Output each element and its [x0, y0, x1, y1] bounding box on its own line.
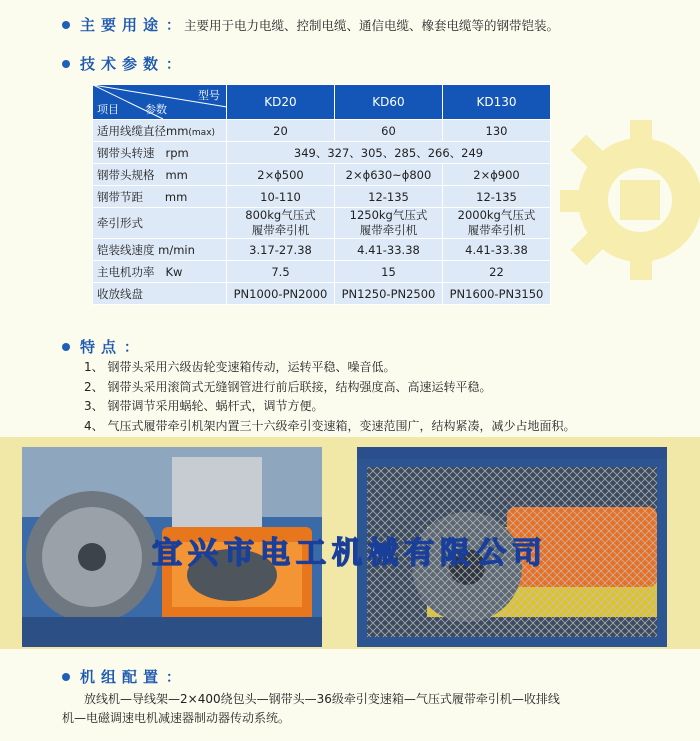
table-corner-cell	[93, 85, 227, 120]
cell-line: 履带牵引机	[251, 223, 310, 237]
row-label: 钢带头规格 mm	[93, 164, 227, 186]
tech-section-heading	[62, 53, 184, 74]
row-label: 钢带节距 mm	[93, 186, 227, 208]
row-label: 钢带头转速 rpm	[93, 142, 227, 164]
table-row	[93, 208, 551, 239]
table-cell: 2×ϕ630~ϕ800	[335, 164, 443, 186]
table-cell	[335, 208, 443, 239]
row-label: 铠装线速度 m/min	[93, 239, 227, 261]
config-section-heading	[62, 666, 184, 687]
tech-colon: ：	[166, 56, 181, 73]
table-row	[93, 142, 551, 164]
config-title: 机组配置	[80, 668, 165, 686]
table-cell	[227, 208, 335, 239]
feature-item: 1、 钢带头采用六级齿轮变速箱传动，运转平稳、噪音低。	[84, 360, 396, 374]
table-cell: 15	[335, 261, 443, 283]
gear-logo-watermark	[540, 110, 700, 290]
usage-title: 主要用途	[80, 16, 165, 34]
tech-title: 技术参数	[80, 55, 165, 73]
cell-line: 2000kg气压式	[457, 208, 536, 222]
row-label-suffix: (max)	[188, 127, 216, 138]
table-row	[93, 283, 551, 305]
features-colon: ：	[124, 339, 139, 356]
cell-line: 履带牵引机	[467, 223, 526, 237]
row-label: 主电机功率 Kw	[93, 261, 227, 283]
table-cell: 2×ϕ500	[227, 164, 335, 186]
feature-item: 3、 钢带调节采用蜗轮、蜗杆式，调节方便。	[84, 399, 324, 413]
bullet-icon	[62, 343, 70, 351]
config-colon: ：	[166, 669, 181, 686]
table-cell: PN1600-PN3150	[443, 283, 551, 305]
config-text	[62, 690, 662, 728]
bullet-icon	[62, 60, 70, 68]
table-cell	[443, 208, 551, 239]
table-cell: 4.41-33.38	[443, 239, 551, 261]
table-cell: 130	[443, 120, 551, 142]
table-cell: 2×ϕ900	[443, 164, 551, 186]
usage-text: 主要用于电力电缆、控制电缆、通信电缆、橡套电缆等的钢带铠装。	[184, 17, 560, 33]
table-cell: 60	[335, 120, 443, 142]
row-label: 收放线盘	[93, 283, 227, 305]
table-header-row	[93, 85, 551, 120]
table-cell: 3.17-27.38	[227, 239, 335, 261]
features-title: 特点	[80, 338, 123, 356]
table-cell: 22	[443, 261, 551, 283]
cell-line: 1250kg气压式	[349, 208, 428, 222]
features-list	[84, 358, 575, 436]
row-label: 牵引形式	[93, 208, 227, 239]
table-cell: PN1000-PN2000	[227, 283, 335, 305]
table-row	[93, 186, 551, 208]
spec-table	[92, 84, 551, 305]
config-line: 机—电磁调速电机减速器制动器传动系统。	[62, 711, 291, 725]
table-cell: 7.5	[227, 261, 335, 283]
features-section-heading	[62, 336, 142, 357]
table-cell: 12-135	[443, 186, 551, 208]
cell-line: 800kg气压式	[245, 208, 316, 222]
bullet-icon	[62, 21, 70, 29]
table-row	[93, 120, 551, 142]
corner-label-model: 型号	[198, 89, 220, 102]
table-cell: PN1250-PN2500	[335, 283, 443, 305]
model-header: KD20	[227, 85, 335, 120]
table-cell: 4.41-33.38	[335, 239, 443, 261]
table-row	[93, 261, 551, 283]
corner-label-item: 项目	[97, 103, 119, 116]
row-label	[93, 120, 227, 142]
table-cell-merged: 349、327、305、285、266、249	[227, 142, 551, 164]
feature-item: 4、 气压式履带牵引机架内置三十六级牵引变速箱，变速范围广，结构紧凑，减少占地面积。	[84, 418, 576, 433]
corner-label-param: 参数	[145, 103, 167, 116]
usage-section	[62, 14, 559, 35]
row-label-text: 适用线缆直径mm	[97, 123, 189, 138]
table-cell: 20	[227, 120, 335, 142]
company-name-overlay: 宜兴市电工机械有限公司	[152, 536, 548, 571]
config-line: 放线机—导线架—2×400绕包头—钢带头—36级牵引变速箱—气压式履带牵引机—收排线	[84, 692, 560, 706]
table-cell: 10-110	[227, 186, 335, 208]
cell-line: 履带牵引机	[359, 223, 418, 237]
usage-colon: ：	[166, 17, 181, 34]
bullet-icon	[62, 673, 70, 681]
model-header: KD130	[443, 85, 551, 120]
table-cell: 12-135	[335, 186, 443, 208]
feature-item: 2、 钢带头采用滚筒式无缝钢管进行前后联接，结构强度高、高速运转平稳。	[84, 379, 492, 394]
model-header: KD60	[335, 85, 443, 120]
table-row	[93, 164, 551, 186]
table-row	[93, 239, 551, 261]
